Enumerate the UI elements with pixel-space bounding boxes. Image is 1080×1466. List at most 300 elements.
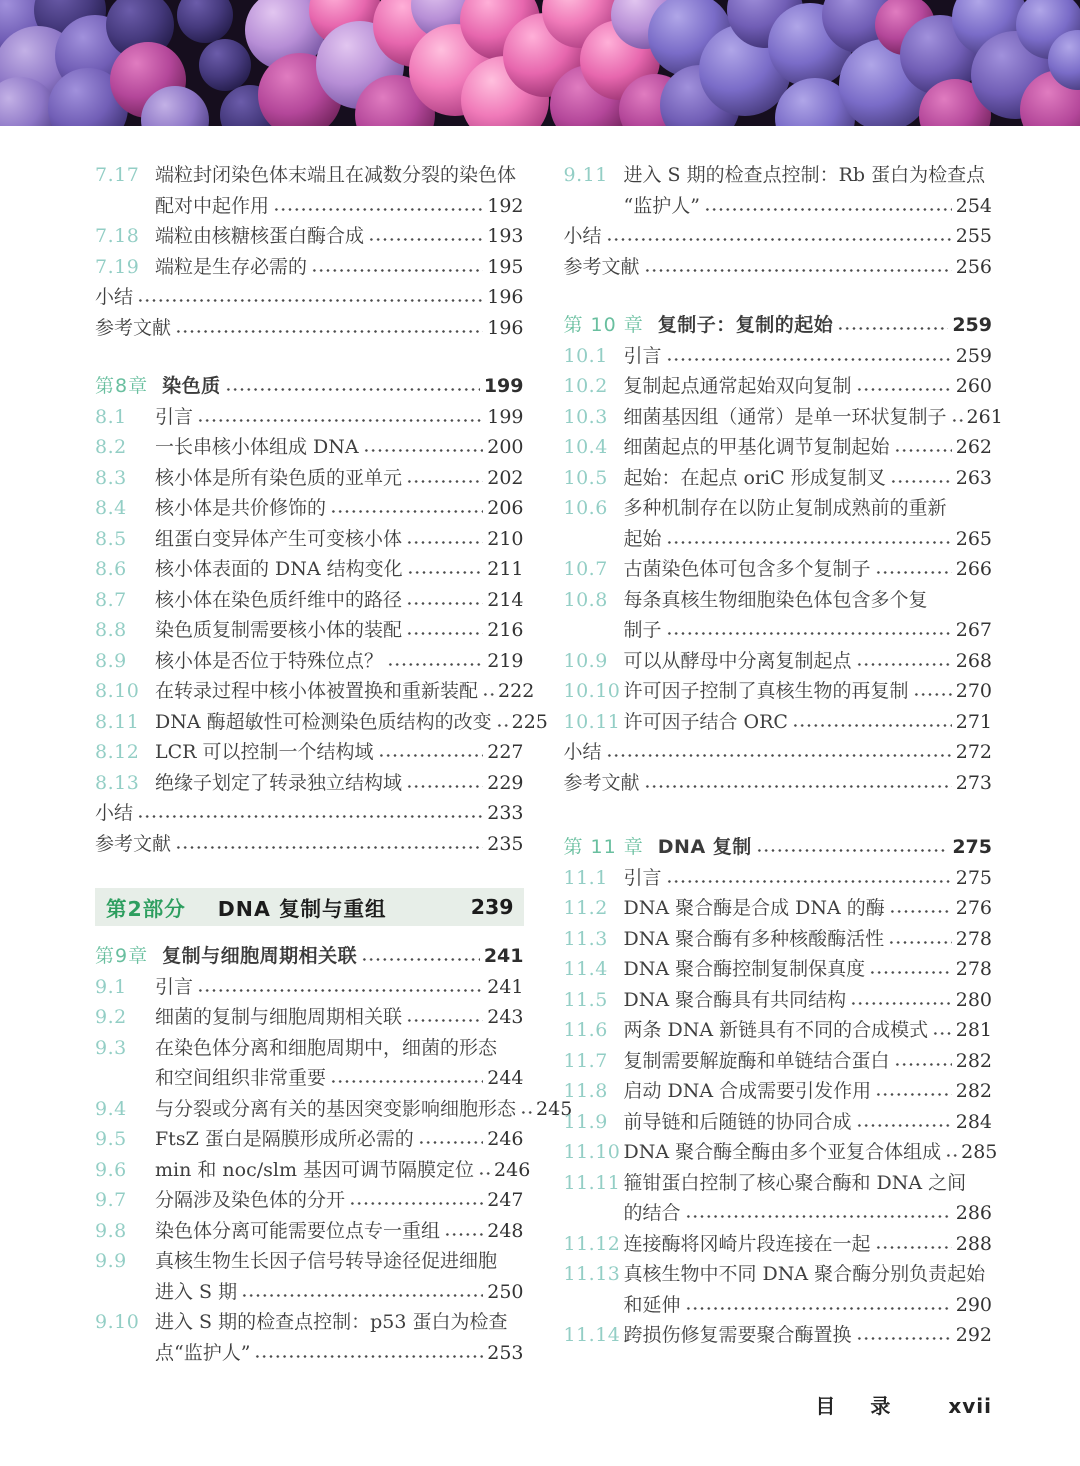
- entry-page-number: 254: [955, 194, 992, 217]
- dot-leader: [361, 957, 480, 962]
- toc-entry-row: [564, 1259, 993, 1290]
- dot-leader: [406, 540, 483, 545]
- dot-leader: [520, 1110, 532, 1115]
- section-number: 7.19: [95, 255, 140, 278]
- dot-leader: [913, 692, 952, 697]
- dot-leader: [666, 540, 952, 545]
- entry-title: 染色体分离可能需要位点专一重组: [155, 1219, 441, 1242]
- toc-column-left: [95, 160, 573, 1368]
- toc-entry-row: [95, 1277, 524, 1308]
- toc-entry-row: [564, 954, 993, 985]
- section-number: 9.8: [95, 1219, 127, 1242]
- entry-title: DNA 聚合酶控制复制保真度: [623, 958, 866, 980]
- entry-page-number: 290: [955, 1293, 992, 1316]
- dot-leader: [889, 909, 952, 914]
- toc-entry-row: [95, 1094, 573, 1125]
- entry-page-number: 261: [966, 405, 1003, 428]
- entry-page-number: 250: [487, 1280, 524, 1303]
- section-number: 11.14: [563, 1324, 621, 1346]
- entry-page-number: 262: [955, 436, 992, 458]
- chapter-row: [95, 371, 524, 402]
- entry-title: 和延伸: [623, 1293, 681, 1316]
- header-photo: [0, 0, 1080, 126]
- entry-page-number: 286: [955, 1202, 992, 1224]
- entry-page-number: 241: [487, 975, 524, 998]
- section-number: 8.7: [95, 588, 127, 611]
- entry-title: 引言: [623, 344, 662, 367]
- entry-page-number: 282: [955, 1049, 992, 1072]
- part-page-number: 239: [470, 895, 514, 919]
- dot-leader: [254, 1354, 483, 1359]
- entry-title: 连接酶将冈崎片段连接在一起: [623, 1232, 871, 1255]
- entry-title: 分隔涉及染色体的分开: [155, 1189, 346, 1211]
- toc-entry-row: [564, 252, 993, 283]
- toc-entry-row: [95, 1033, 524, 1064]
- toc-entry-row: [95, 1307, 524, 1338]
- section-number: 10.7: [563, 558, 608, 580]
- section-number: 8.6: [95, 558, 127, 580]
- toc-entry-row: [95, 252, 524, 283]
- entry-title: 参考文献: [95, 316, 172, 339]
- entry-title: 细菌基因组（通常）是单一环状复制子: [623, 405, 947, 428]
- chapter-title: DNA 复制: [657, 836, 752, 858]
- toc-entry-row: [95, 313, 524, 344]
- section-number: 10.1: [563, 344, 608, 367]
- toc-gap: [95, 343, 524, 371]
- toc-entry-row: [95, 221, 524, 252]
- entry-page-number: 246: [487, 1128, 524, 1150]
- entry-title: 参考文献: [95, 832, 172, 855]
- section-number: 11.1: [563, 866, 608, 889]
- entry-page-number: 245: [536, 1097, 573, 1120]
- entry-page-number: 246: [494, 1158, 531, 1181]
- dot-leader: [666, 357, 952, 362]
- dot-leader: [756, 848, 949, 853]
- chapter-title: 复制与细胞周期相关联: [162, 945, 358, 967]
- entry-title: DNA 酶超敏性可检测染色质结构的改变: [155, 710, 492, 733]
- entry-title: DNA 聚合酶是合成 DNA 的酶: [623, 897, 885, 919]
- entry-page-number: 260: [955, 375, 992, 397]
- entry-title: 古菌染色体可包含多个复制子: [623, 558, 871, 580]
- entry-page-number: 273: [955, 771, 992, 794]
- chapter-row: [95, 941, 524, 972]
- section-number: 7.17: [95, 164, 140, 186]
- section-number: 11.13: [563, 1263, 621, 1285]
- entry-title: 核小体是共价修饰的: [155, 497, 327, 519]
- toc-entry-row: [564, 221, 993, 252]
- entry-title: 引言: [623, 866, 662, 889]
- dot-leader: [856, 1336, 952, 1341]
- toc-entry-row: [564, 524, 993, 555]
- entry-title: 点“监护人”: [155, 1341, 251, 1364]
- section-number: 10.5: [563, 466, 608, 489]
- toc-entry-row: [564, 1015, 993, 1046]
- section-number: 9.4: [95, 1097, 127, 1120]
- dot-leader: [363, 448, 484, 453]
- toc-entry-row: [95, 646, 524, 677]
- toc-entry-row: [564, 463, 993, 494]
- entry-page-number: 235: [487, 832, 524, 855]
- entry-page-number: 219: [487, 649, 524, 672]
- section-number: 11.6: [563, 1019, 608, 1041]
- section-number: 10.3: [563, 405, 608, 428]
- entry-page-number: 275: [955, 866, 992, 889]
- toc-entry-row: [564, 493, 993, 524]
- entry-page-number: 200: [487, 436, 524, 458]
- dot-leader: [406, 1018, 483, 1023]
- toc-entry-row: [95, 1124, 524, 1155]
- dot-leader: [387, 662, 483, 667]
- toc-entry-row: [564, 341, 993, 372]
- entry-title: LCR 可以控制一个结构域: [155, 741, 374, 763]
- toc-entry-row: [564, 1198, 993, 1229]
- entry-title: 许可因子结合 ORC: [623, 710, 788, 733]
- entry-page-number: 222: [498, 680, 535, 702]
- toc-entry-row: [564, 1290, 993, 1321]
- toc-entry-row: [564, 863, 993, 894]
- chapter-number: 第 11 章: [563, 836, 644, 858]
- entry-title: 的结合: [623, 1202, 681, 1224]
- entry-title: “监护人”: [623, 194, 700, 217]
- footer-section-label: 目 录: [815, 1394, 905, 1418]
- toc-entry-row: [95, 1216, 524, 1247]
- entry-title: 核小体是否位于特殊位点？: [155, 649, 384, 672]
- dot-leader: [444, 1232, 483, 1237]
- dot-leader: [137, 814, 483, 819]
- toc-entry-row: [563, 1137, 998, 1168]
- entry-title: 真核生物生长因子信号转导途径促进细胞: [155, 1250, 498, 1272]
- toc-columns: [0, 126, 1080, 1368]
- section-number: 8.8: [95, 619, 127, 641]
- entry-title: 引言: [155, 405, 194, 428]
- entry-title: DNA 聚合酶具有共同结构: [623, 988, 847, 1011]
- dot-leader: [875, 570, 952, 575]
- entry-title: 与分裂或分离有关的基因突变影响细胞形态: [155, 1097, 517, 1120]
- section-number: 7.18: [95, 225, 140, 247]
- entry-title: 染色质复制需要核小体的装配: [155, 619, 403, 641]
- toc-entry-row: [95, 1338, 524, 1369]
- dot-leader: [330, 509, 483, 514]
- toc-entry-row: [95, 463, 524, 494]
- dot-leader: [225, 387, 480, 392]
- dot-leader: [932, 1031, 952, 1036]
- dot-leader: [406, 601, 483, 606]
- toc-entry-row: [95, 768, 524, 799]
- toc-entry-row: [564, 676, 993, 707]
- dot-leader: [137, 298, 483, 303]
- chapter-row: [564, 310, 993, 341]
- section-number: 8.1: [95, 405, 127, 428]
- entry-title: 真核生物中不同 DNA 聚合酶分别负责起始: [623, 1263, 986, 1285]
- cell-cluster-image: [0, 0, 1080, 126]
- entry-page-number: 271: [955, 710, 992, 733]
- dot-leader: [704, 207, 952, 212]
- page-footer: [815, 1390, 992, 1419]
- entry-title: 制子: [623, 619, 662, 641]
- toc-entry-row: [564, 191, 993, 222]
- dot-leader: [850, 1001, 952, 1006]
- section-number: 8.9: [95, 649, 127, 672]
- entry-page-number: 192: [487, 194, 524, 217]
- entry-title: 一长串核小体组成 DNA: [155, 436, 359, 458]
- toc-entry-row: [95, 402, 524, 433]
- toc-entry-row: [95, 829, 524, 860]
- entry-page-number: 278: [955, 958, 992, 980]
- entry-page-number: 225: [511, 710, 548, 733]
- toc-entry-row: [564, 737, 993, 768]
- entry-title: 跨损伤修复需要聚合酶置换: [623, 1324, 852, 1346]
- entry-title: 细菌的复制与细胞周期相关联: [155, 1006, 403, 1028]
- chapter-number: 第 10 章: [563, 314, 644, 336]
- entry-title: 核小体在染色质纤维中的路径: [155, 588, 403, 611]
- entry-page-number: 263: [955, 466, 992, 489]
- toc-entry-row: [564, 1168, 993, 1199]
- toc-entry-row: [95, 707, 548, 738]
- entry-page-number: 259: [952, 314, 992, 336]
- toc-gap: [564, 798, 993, 832]
- part-title: DNA 复制与重组: [217, 897, 387, 921]
- section-number: 10.9: [563, 649, 608, 672]
- entry-page-number: 256: [955, 255, 992, 278]
- toc-gap: [564, 282, 993, 310]
- dot-leader: [496, 723, 508, 728]
- toc-entry-row: [95, 524, 524, 555]
- entry-title: 箍钳蛋白控制了核心聚合酶和 DNA 之间: [623, 1171, 967, 1194]
- section-number: 8.13: [95, 771, 140, 794]
- entry-title: 参考文献: [563, 771, 640, 794]
- entry-title: 许可因子控制了真核生物的再复制: [623, 680, 909, 702]
- dot-leader: [406, 479, 483, 484]
- dot-leader: [407, 570, 484, 575]
- toc-gap: [95, 859, 524, 885]
- dot-leader: [368, 237, 483, 242]
- toc-entry-row: [564, 924, 993, 955]
- entry-title: 前导链和后随链的协同合成: [623, 1110, 852, 1133]
- entry-title: 在转录过程中核小体被置换和重新装配: [155, 680, 479, 702]
- dot-leader: [606, 753, 952, 758]
- toc-entry-row: [95, 737, 524, 768]
- section-number: 8.5: [95, 527, 127, 550]
- toc-entry-row: [95, 554, 524, 585]
- dot-leader: [349, 1201, 483, 1206]
- section-number: 10.2: [563, 375, 608, 397]
- dot-leader: [197, 988, 483, 993]
- section-number: 11.11: [563, 1171, 621, 1194]
- entry-page-number: 288: [955, 1232, 992, 1255]
- toc-entry-row: [564, 554, 993, 585]
- dot-leader: [856, 662, 952, 667]
- entry-page-number: 196: [487, 316, 524, 339]
- section-number: 11.8: [563, 1080, 608, 1102]
- toc-entry-row: [564, 768, 993, 799]
- toc-entry-row: [564, 371, 993, 402]
- dot-leader: [875, 1092, 952, 1097]
- entry-page-number: 270: [955, 680, 992, 702]
- section-number: 8.11: [95, 710, 140, 733]
- dot-leader: [685, 1214, 952, 1219]
- entry-page-number: 268: [955, 649, 992, 672]
- entry-page-number: 193: [487, 225, 524, 247]
- dot-leader: [894, 1062, 952, 1067]
- entry-title: 端粒封闭染色体末端且在减数分裂的染色体: [155, 164, 517, 186]
- dot-leader: [685, 1306, 952, 1311]
- entry-page-number: 272: [955, 741, 992, 763]
- entry-page-number: 211: [487, 558, 524, 580]
- dot-leader: [644, 268, 952, 273]
- entry-page-number: 266: [955, 558, 992, 580]
- entry-page-number: 281: [955, 1019, 992, 1041]
- dot-leader: [894, 448, 952, 453]
- entry-page-number: 248: [487, 1219, 524, 1242]
- entry-title: 起始: [623, 527, 662, 550]
- entry-page-number: 292: [955, 1324, 992, 1346]
- section-number: 9.7: [95, 1189, 127, 1211]
- entry-title: 起始：在起点 oriC 形成复制叉: [623, 466, 886, 489]
- entry-title: 绝缘子划定了转录独立结构域: [155, 771, 403, 794]
- entry-page-number: 202: [487, 466, 524, 489]
- entry-title: 启动 DNA 合成需要引发作用: [623, 1080, 872, 1102]
- section-number: 8.10: [95, 680, 140, 702]
- dot-leader: [888, 940, 952, 945]
- toc-entry-row: [95, 191, 524, 222]
- section-number: 9.10: [95, 1311, 140, 1333]
- dot-leader: [406, 784, 483, 789]
- entry-title: 在染色体分离和细胞周期中，细菌的形态: [155, 1036, 498, 1059]
- dot-leader: [856, 1123, 952, 1128]
- entry-page-number: 210: [487, 527, 524, 550]
- chapter-title: 染色质: [162, 375, 221, 397]
- toc-entry-row: [95, 432, 524, 463]
- entry-page-number: 214: [487, 588, 524, 611]
- entry-page-number: 199: [487, 405, 524, 428]
- dot-leader: [175, 329, 483, 334]
- toc-entry-row: [564, 1046, 993, 1077]
- entry-page-number: 278: [955, 927, 992, 950]
- section-number: 8.2: [95, 436, 127, 458]
- section-number: 8.4: [95, 497, 127, 519]
- dot-leader: [330, 1079, 483, 1084]
- entry-title: 细菌起点的甲基化调节复制起始: [623, 436, 890, 458]
- section-number: 10.8: [563, 588, 608, 611]
- entry-page-number: 195: [487, 255, 524, 278]
- entry-title: DNA 聚合酶全酶由多个亚复合体组成: [623, 1141, 942, 1163]
- entry-page-number: 282: [955, 1080, 992, 1102]
- part-number: 第2部分: [106, 897, 186, 921]
- entry-title: 组蛋白变异体产生可变核小体: [155, 527, 403, 550]
- toc-entry-row: [95, 493, 524, 524]
- toc-entry-row: [95, 1002, 524, 1033]
- entry-title: 每条真核生物细胞染色体包含多个复: [623, 588, 928, 611]
- entry-title: 多种机制存在以防止复制成熟前的重新: [623, 497, 947, 519]
- toc-entry-row: [564, 432, 993, 463]
- entry-title: 小结: [563, 741, 602, 763]
- toc-entry-row: [564, 985, 993, 1016]
- entry-page-number: 259: [955, 344, 992, 367]
- toc-entry-row: [564, 893, 993, 924]
- toc-entry-row: [564, 646, 993, 677]
- toc-entry-row: [95, 585, 524, 616]
- part-header-bar: [95, 888, 524, 926]
- entry-page-number: 275: [952, 836, 992, 858]
- entry-title: 进入 S 期的检查点控制：p53 蛋白为检查: [155, 1311, 508, 1333]
- entry-title: 复制起点通常起始双向复制: [623, 375, 852, 397]
- section-number: 10.10: [563, 680, 621, 702]
- entry-page-number: 280: [955, 988, 992, 1011]
- entry-title: 端粒是生存必需的: [155, 255, 308, 278]
- entry-title: FtsZ 蛋白是隔膜形成所必需的: [155, 1128, 414, 1150]
- entry-page-number: 233: [487, 802, 524, 824]
- toc-column-right: [563, 160, 1003, 1368]
- entry-title: 核小体是所有染色质的亚单元: [155, 466, 403, 489]
- section-number: 11.5: [563, 988, 608, 1011]
- entry-title: 两条 DNA 新链具有不同的合成模式: [623, 1019, 929, 1041]
- entry-title: 进入 S 期的检查点控制：Rb 蛋白为检查点: [623, 164, 986, 186]
- entry-page-number: 284: [955, 1110, 992, 1133]
- toc-entry-row: [564, 1107, 993, 1138]
- entry-page-number: 216: [487, 619, 524, 641]
- dot-leader: [856, 387, 952, 392]
- toc-entry-row: [95, 798, 524, 829]
- dot-leader: [197, 418, 483, 423]
- dot-leader: [666, 631, 952, 636]
- entry-title: 参考文献: [563, 255, 640, 278]
- toc-entry-row: [563, 402, 1003, 433]
- section-number: 9.6: [95, 1158, 127, 1181]
- entry-page-number: 253: [487, 1341, 524, 1364]
- section-number: 9.2: [95, 1006, 127, 1028]
- dot-leader: [951, 418, 963, 423]
- dot-leader: [418, 1140, 483, 1145]
- dot-leader: [875, 1245, 952, 1250]
- toc-entry-row: [564, 585, 993, 616]
- entry-page-number: 247: [487, 1189, 524, 1211]
- dot-leader: [869, 970, 952, 975]
- toc-entry-row: [95, 615, 524, 646]
- entry-title: 小结: [95, 802, 134, 824]
- chapter-number: 第9章: [95, 945, 149, 967]
- toc-entry-row: [95, 972, 524, 1003]
- toc-entry-row: [95, 676, 535, 707]
- entry-page-number: 241: [483, 945, 524, 967]
- entry-title: 进入 S 期: [155, 1280, 238, 1303]
- entry-page-number: 206: [487, 497, 524, 519]
- toc-entry-row: [95, 1185, 524, 1216]
- entry-title: 复制需要解旋酶和单链结合蛋白: [623, 1049, 890, 1072]
- entry-title: 可以从酵母中分离复制起点: [623, 649, 852, 672]
- section-number: 8.3: [95, 466, 127, 489]
- entry-title: DNA 聚合酶有多种核酸酶活性: [623, 927, 885, 950]
- dot-leader: [666, 879, 952, 884]
- dot-leader: [378, 753, 484, 758]
- section-number: 9.9: [95, 1250, 127, 1272]
- section-number: 11.12: [563, 1232, 621, 1255]
- entry-title: 核小体表面的 DNA 结构变化: [155, 558, 403, 580]
- entry-page-number: 267: [955, 619, 992, 641]
- section-number: 9.1: [95, 975, 127, 998]
- entry-page-number: 255: [955, 225, 992, 247]
- toc-entry-row: [564, 615, 993, 646]
- entry-page-number: 285: [961, 1141, 998, 1163]
- toc-entry-row: [564, 707, 993, 738]
- dot-leader: [311, 268, 483, 273]
- entry-page-number: 227: [487, 741, 524, 763]
- entry-title: 小结: [563, 225, 602, 247]
- footer-page-number: xvii: [948, 1394, 992, 1418]
- entry-title: 小结: [95, 286, 134, 308]
- dot-leader: [890, 479, 952, 484]
- dot-leader: [792, 723, 952, 728]
- section-number: 11.4: [563, 958, 608, 980]
